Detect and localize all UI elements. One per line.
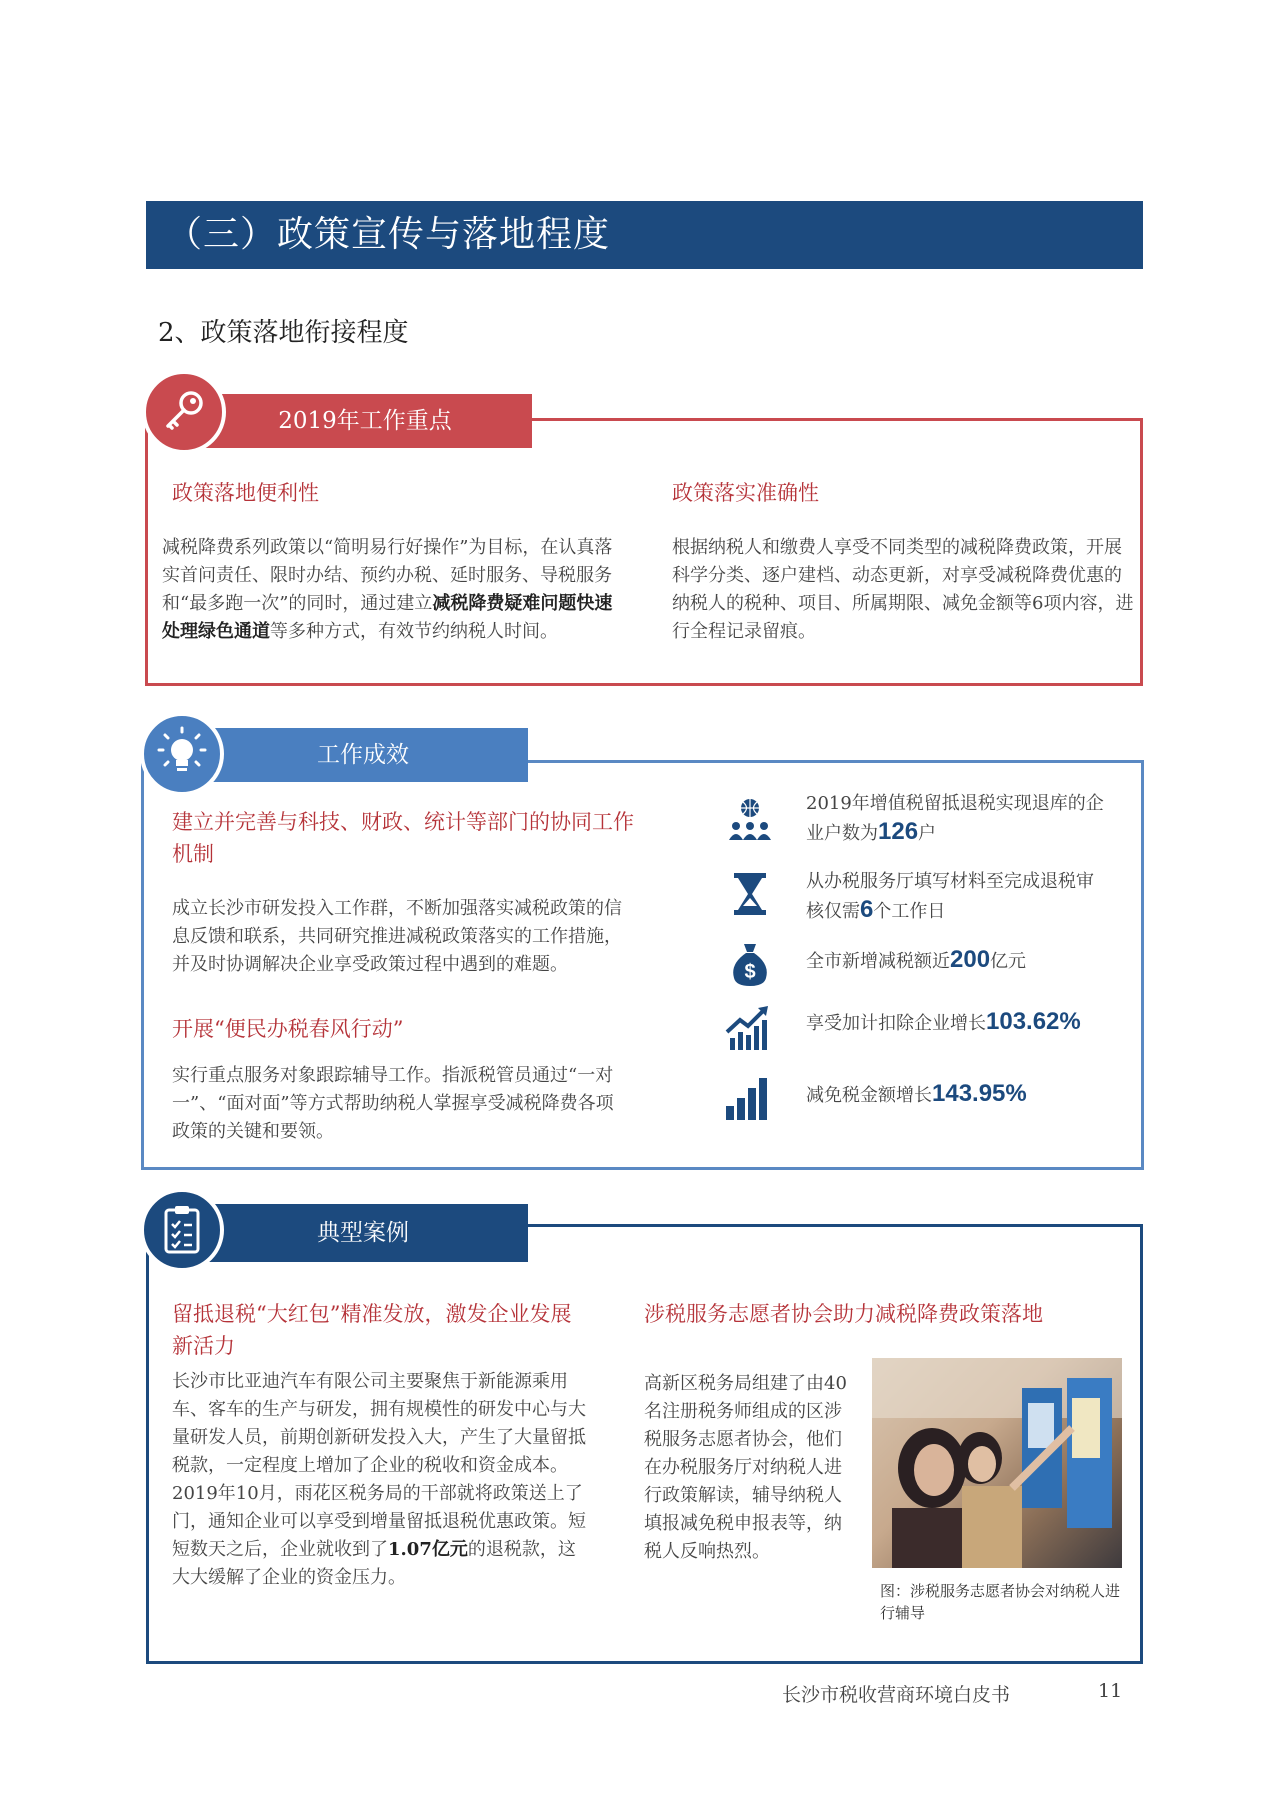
stat-5-icon-wrap bbox=[724, 1074, 772, 1126]
results-tab: 工作成效 bbox=[198, 728, 528, 782]
volunteer-photo bbox=[872, 1358, 1122, 1568]
photo-caption: 图：涉税服务志愿者协会对纳税人进行辅导 bbox=[880, 1582, 1121, 1622]
stat-5-text: 减免税金额增长143.95% bbox=[806, 1080, 1027, 1107]
lightbulb-icon-badge bbox=[140, 712, 224, 796]
stat-3-number: 200 bbox=[950, 946, 991, 973]
svg-text:$: $ bbox=[744, 961, 756, 983]
focus-tab: 2019年工作重点 bbox=[198, 394, 532, 448]
checklist-icon-badge bbox=[140, 1188, 224, 1272]
growth-chart-icon bbox=[724, 1004, 772, 1052]
lightbulb-icon bbox=[154, 726, 210, 782]
focus-right-title: 政策落实准确性 bbox=[672, 481, 819, 505]
stat-1-text: 2019年增值税留抵退税实现退库的企业户数为126户 bbox=[806, 793, 1104, 845]
stat-3-text: 全市新增减税额近200亿元 bbox=[806, 946, 1027, 973]
stat-1-icon-wrap bbox=[726, 796, 774, 848]
stat-2-icon-wrap bbox=[726, 870, 774, 922]
cases-left-title: 留抵退税“大红包”精准发放，激发企业发展新活力 bbox=[172, 1302, 572, 1358]
key-icon bbox=[159, 387, 209, 437]
focus-left-text: 减税降费系列政策以“简明易行好操作”为目标，在认真落实首问责任、限时办结、预约办税、延时服务、导税服务和“最多跑一次”的同时，通过建立减税降费疑难问题快速处理绿色通道等多种方式，有效节约纳税人时间。 bbox=[162, 537, 613, 642]
footer-title: 长沙市税收营商环境白皮书 bbox=[782, 1684, 1011, 1706]
stat-2-number: 6 bbox=[860, 896, 874, 923]
stat-3-icon-wrap bbox=[726, 940, 774, 992]
results-item2-title: 开展“便民办税春风行动” bbox=[172, 1017, 404, 1041]
cases-tab: 典型案例 bbox=[198, 1204, 528, 1262]
focus-left-title: 政策落地便利性 bbox=[172, 481, 319, 505]
focus-right-text: 根据纳税人和缴费人享受不同类型的减税降费政策，开展科学分类、逐户建档、动态更新，对享受减税降费优惠的纳税人的税种、项目、所属期限、减免金额等6项内容，进行全程记录留痕。 bbox=[672, 537, 1134, 642]
stat-5-number: 143.95% bbox=[932, 1080, 1027, 1107]
hourglass-icon bbox=[726, 870, 774, 918]
results-item2-text: 实行重点服务对象跟踪辅导工作。指派税管员通过“一对一”、“面对面”等方式帮助纳税人掌握享受减税降费各项政策的关键和要领。 bbox=[172, 1065, 614, 1142]
stat-1-number: 126 bbox=[878, 818, 919, 845]
money-bag-icon bbox=[726, 940, 774, 988]
stat-4-text: 享受加计扣除企业增长103.62% bbox=[806, 1008, 1081, 1035]
results-item1-text: 成立长沙市研发投入工作群，不断加强落实减税政策的信息反馈和联系，共同研究推进减税政策落实的工作措施，并及时协调解决企业享受政策过程中遇到的难题。 bbox=[172, 898, 622, 975]
clipboard-checklist-icon bbox=[158, 1204, 206, 1256]
bar-chart-icon bbox=[724, 1074, 772, 1122]
people-globe-icon bbox=[726, 796, 774, 844]
key-icon-badge bbox=[142, 370, 226, 454]
stat-4-number: 103.62% bbox=[986, 1008, 1081, 1035]
cases-right-text: 高新区税务局组建了由40名注册税务师组成的区涉税服务志愿者协会，他们在办税服务厅对纳税人进行政策解读，辅导纳税人填报减免税申报表等，纳税人反响热烈。 bbox=[644, 1373, 847, 1562]
cases-right-title: 涉税服务志愿者协会助力减税降费政策落地 bbox=[644, 1302, 1043, 1326]
volunteer-photo-illustration bbox=[872, 1358, 1122, 1568]
stat-4-icon-wrap bbox=[724, 1004, 772, 1056]
page-number: 11 bbox=[1098, 1680, 1123, 1702]
stat-2-text: 从办税服务厅填写材料至完成退税审核仅需6个工作日 bbox=[806, 871, 1094, 923]
results-item1-title: 建立并完善与科技、财政、统计等部门的协同工作机制 bbox=[172, 810, 634, 866]
cases-left-text: 长沙市比亚迪汽车有限公司主要聚焦于新能源乘用车、客车的生产与研发，拥有规模性的研发中心与大量研发人员，前期创新研发投入大，产生了大量留抵税款，一定程度上增加了企业的税收和资金成本。2019年10月，雨花区税务局的干部就将政策送上了门，通知企业可以享受到增量留抵退税优惠政策。短短数天之后，企业就收到了1.07亿元的退税款，这大大缓解了企业的资金压力。 bbox=[172, 1371, 586, 1588]
section-title: （三）政策宣传与落地程度 bbox=[146, 201, 1143, 269]
subheading: 2、政策落地衔接程度 bbox=[158, 318, 409, 348]
